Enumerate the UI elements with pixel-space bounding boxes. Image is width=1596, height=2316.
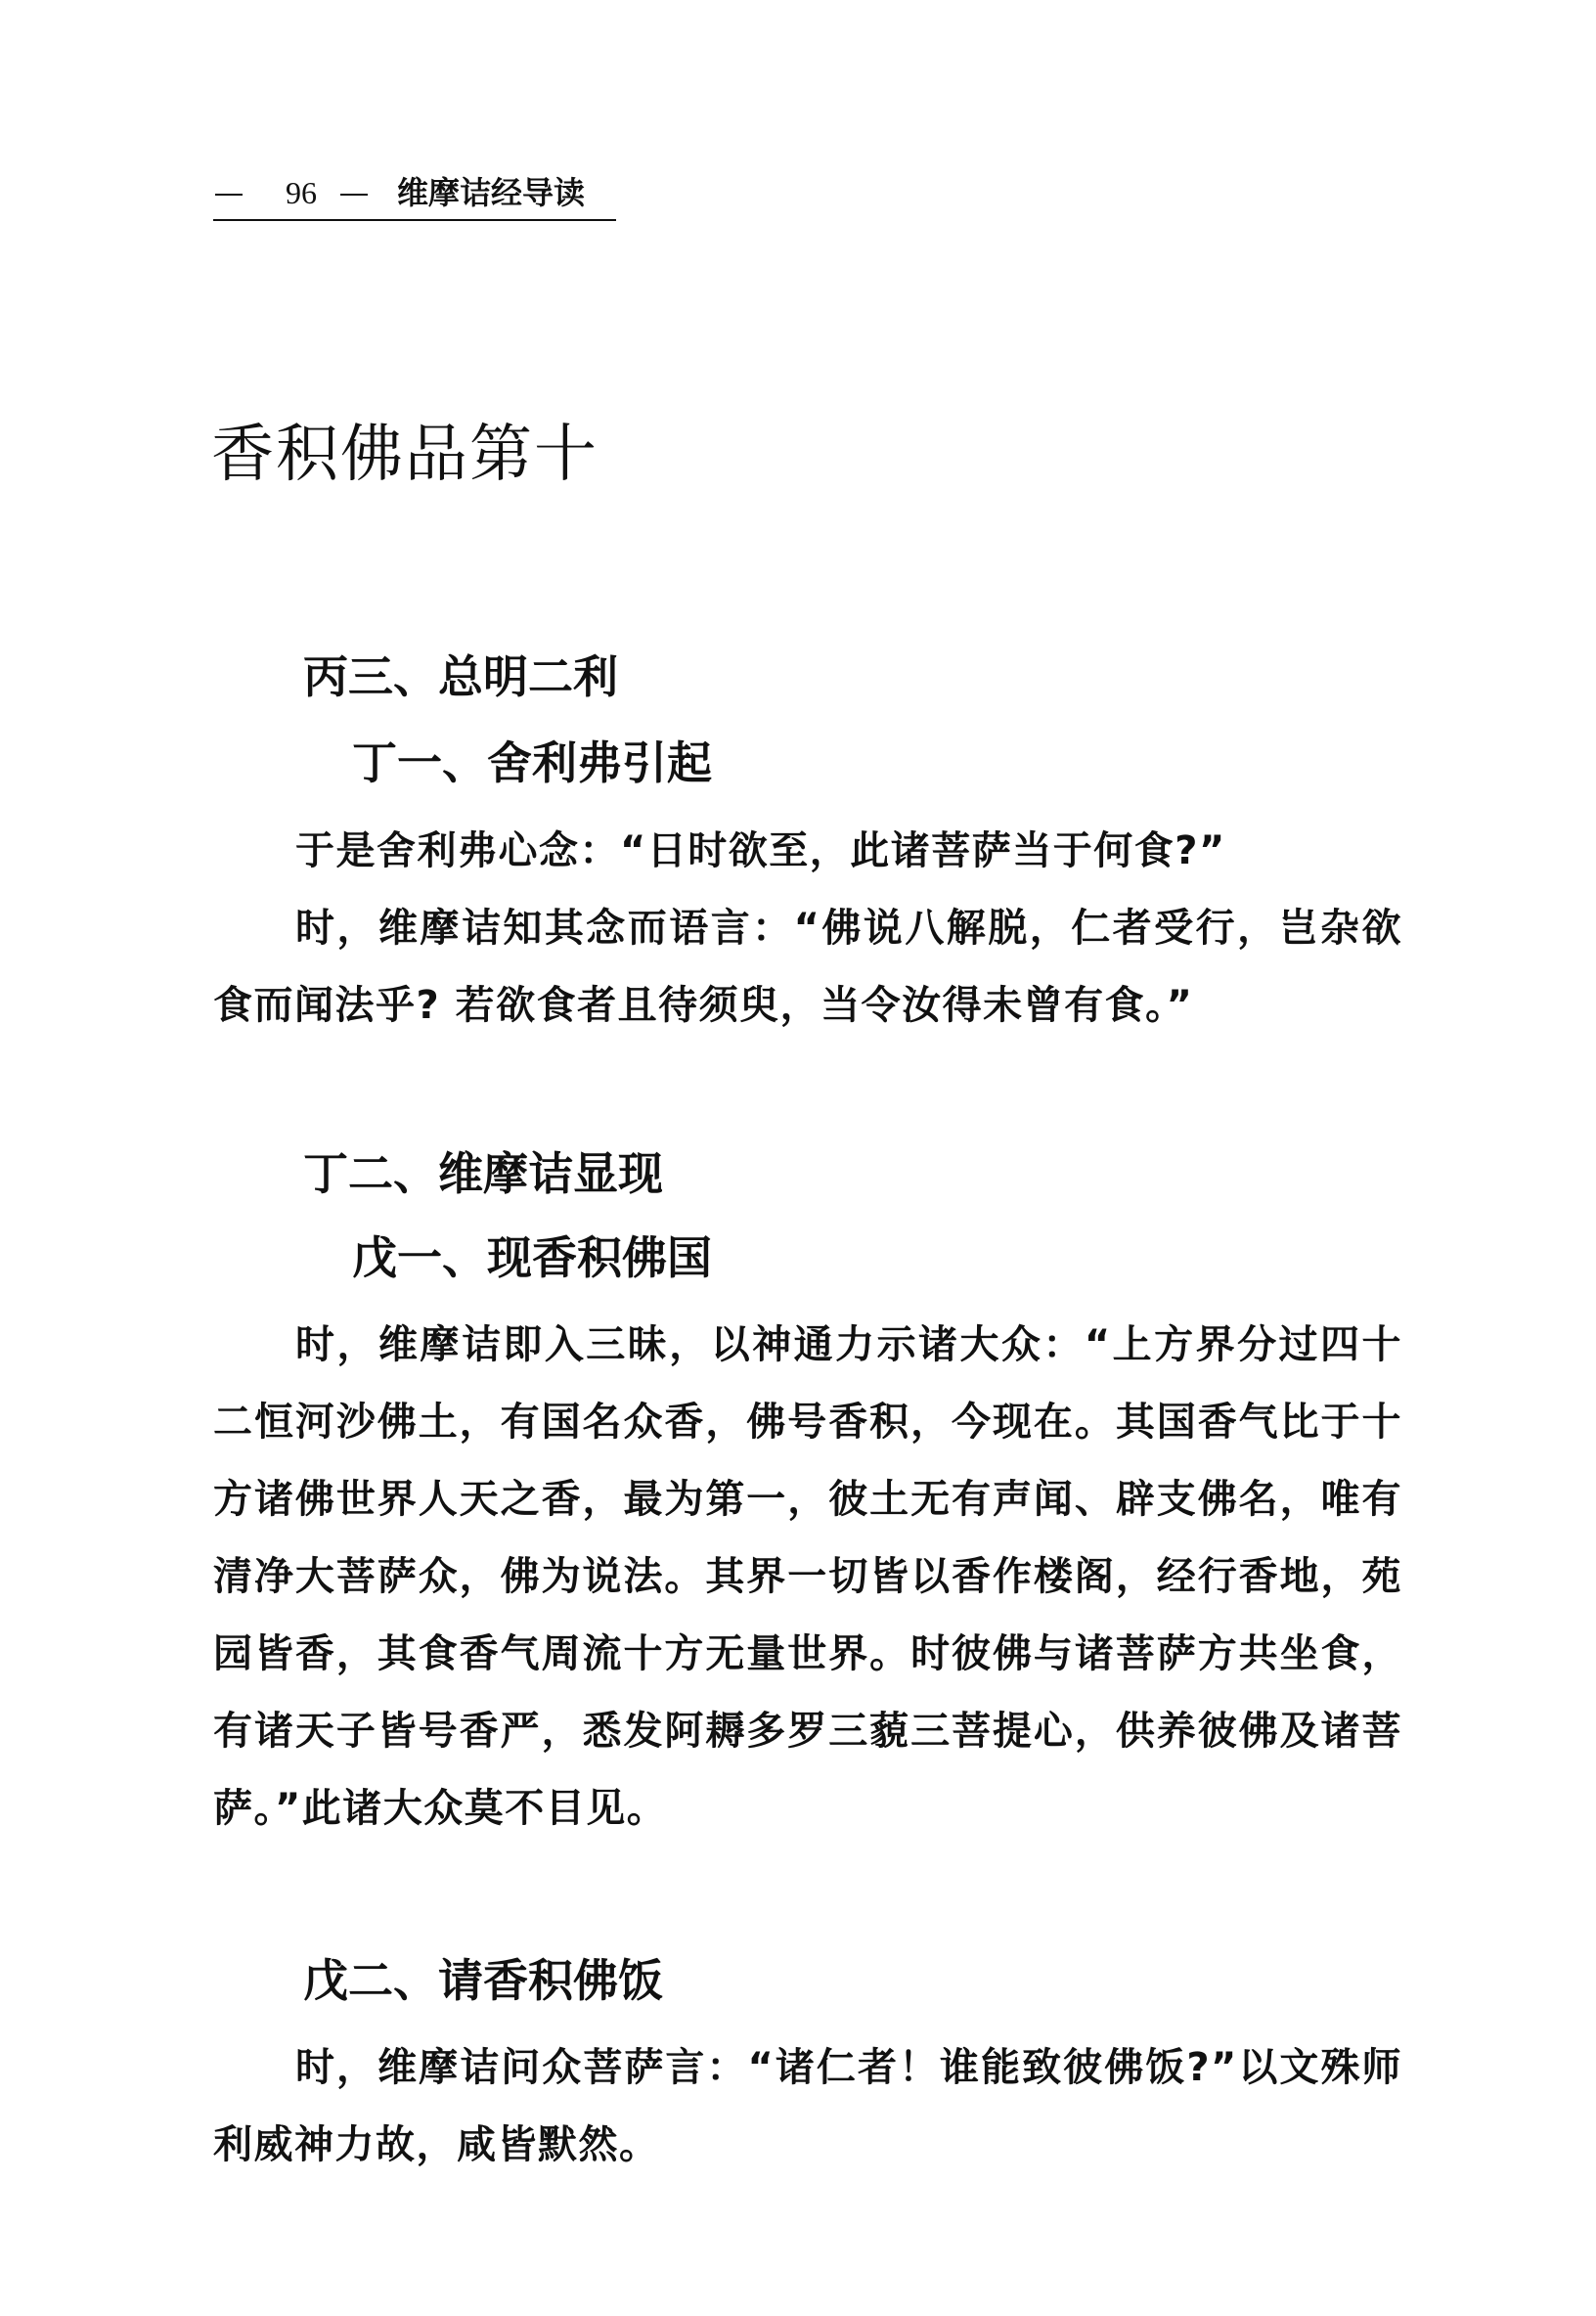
paragraph-3: 时，维摩诘即入三昧，以神通力示诸大众：“上方界分过四十二恒河沙佛土，有国名众香，佛号香积，今现在。其国香气比于十方诸佛世界人天之香，最为第一，彼土无有声闻、辟支佛名，唯有清净大菩萨众，佛为说法。其界一切皆以香作楼阁，经行香地，苑园皆香，其食香气周流十方无量世界。时彼佛与诸菩萨方共坐食，有诸天子皆号香严，悉发阿耨多罗三藐三菩提心，供养彼佛及诸菩萨。”此诸大众莫不目见。	[213, 1322, 1402, 1831]
paragraph-4: 时，维摩诘问众菩萨言：“诸仁者！谁能致彼佛饭?”以文殊师利威神力故，咸皆默然。	[213, 2045, 1402, 2167]
section-heading-wu2: 戊二、请香积佛饭	[303, 1954, 663, 2007]
section-heading-ding2: 丁二、维摩诘显现	[303, 1147, 663, 1200]
chapter-title: 香积佛品第十	[211, 419, 598, 491]
paragraph-1: 于是舍利弗心念：“日时欲至，此诸菩萨当于何食?”	[295, 828, 1226, 873]
section-heading-ding1: 丁一、舍利弗引起	[352, 736, 712, 789]
header-dash-right	[340, 194, 368, 196]
header-dash-left	[215, 194, 243, 196]
section-heading-wu1: 戊一、现香积佛国	[352, 1231, 712, 1284]
paragraph-2: 时，维摩诘知其念而语言：“佛说八解脱，仁者受行，岂杂欲食而闻法乎? 若欲食者且待须臾，当令汝得未曾有食。”	[213, 906, 1402, 1028]
section-heading-bing3: 丙三、总明二利	[303, 650, 618, 703]
running-header	[213, 168, 616, 221]
book-title: 维摩诘经导读	[397, 174, 586, 211]
page-number: 96	[286, 175, 317, 210]
